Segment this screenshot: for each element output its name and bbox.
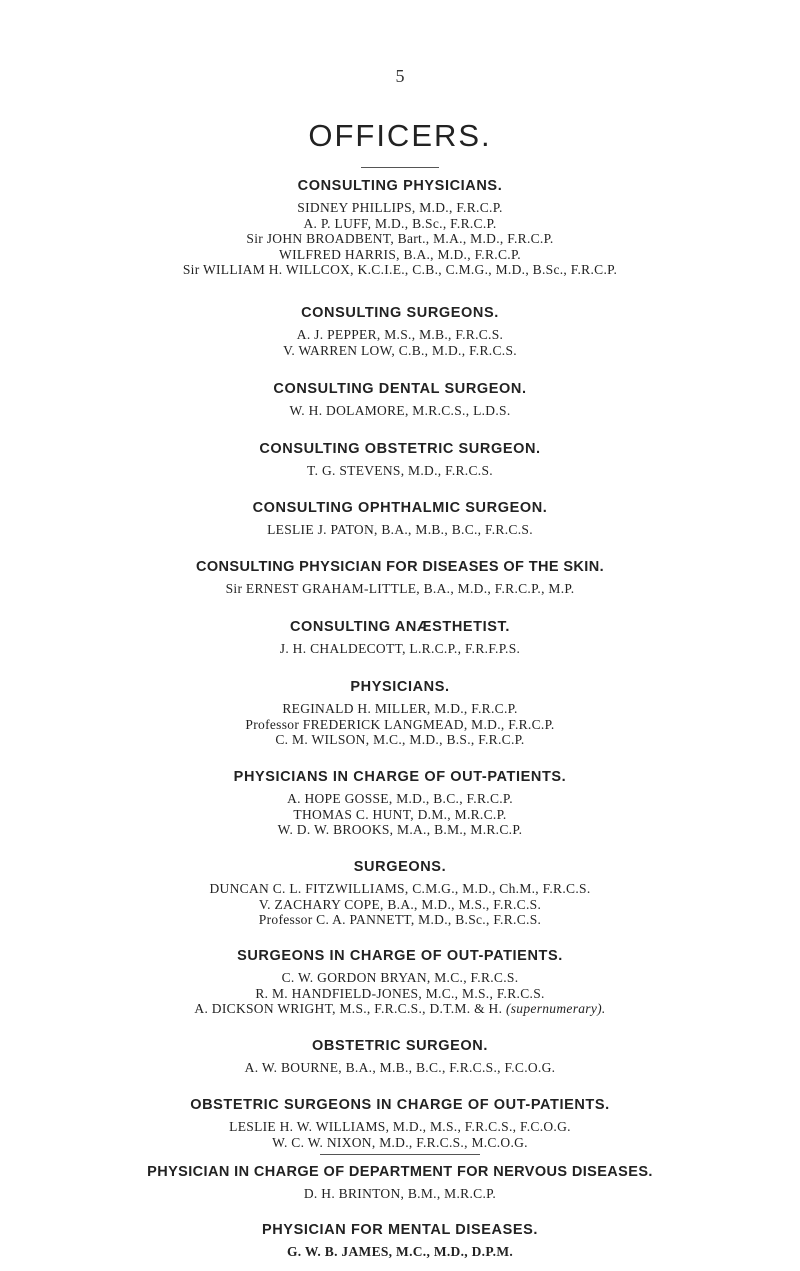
officer-name: A. W. BOURNE, B.A., M.B., B.C., F.R.C.S., F.C.O.G. (244, 1060, 556, 1075)
section-consulting-anaesthetist (0, 618, 800, 657)
section-heading: CONSULTING ANÆSTHETIST. (289, 619, 511, 635)
section-heading: CONSULTING PHYSICIANS. (297, 178, 503, 194)
officer-name-text: A. DICKSON WRIGHT, M.S., F.R.C.S., D.T.M. & H. (194, 1001, 503, 1016)
section-heading: OBSTETRIC SURGEONS IN CHARGE OF OUT-PATIENTS. (190, 1097, 610, 1113)
officer-name: THOMAS C. HUNT, D.M., M.R.C.P. (293, 806, 507, 822)
officer-name: Sir ERNEST GRAHAM-LITTLE, B.A., M.D., F.R.C.P., M.P. (225, 581, 575, 596)
officer-name: W. H. DOLAMORE, M.R.C.S., L.D.S. (289, 403, 511, 418)
section-consulting-obstetric-surgeon (0, 440, 800, 479)
officer-name: Professor FREDERICK LANGMEAD, M.D., F.R.C.P. (245, 716, 555, 732)
section-consulting-surgeons (0, 304, 800, 358)
officer-name (0, 1001, 800, 1017)
section-physicians-out-patients (0, 768, 800, 838)
section-heading: PHYSICIAN IN CHARGE OF DEPARTMENT FOR NERVOUS DISEASES. (147, 1164, 653, 1180)
officer-name: Professor C. A. PANNETT, M.D., B.Sc., F.R.C.S. (258, 912, 542, 927)
officer-name: V. WARREN LOW, C.B., M.D., F.R.C.S. (283, 342, 517, 358)
section-heading: CONSULTING OBSTETRIC SURGEON. (259, 441, 541, 457)
section-heading: SURGEONS. (353, 859, 447, 875)
officer-name: REGINALD H. MILLER, M.D., F.R.C.P. (282, 701, 518, 716)
page-title: OFFICERS. (308, 118, 492, 153)
section-heading: OBSTETRIC SURGEON. (312, 1038, 488, 1054)
officer-name: W. D. W. BROOKS, M.A., B.M., M.R.C.P. (277, 822, 523, 837)
officer-name: A. HOPE GOSSE, M.D., B.C., F.R.C.P. (287, 791, 513, 806)
officer-name: J. H. CHALDECOTT, L.R.C.P., F.R.F.P.S. (279, 641, 521, 656)
section-heading: CONSULTING OPHTHALMIC SURGEON. (252, 500, 548, 516)
section-surgeons-out-patients (0, 947, 800, 1017)
officer-name: G. W. B. JAMES, M.C., M.D., D.P.M. (286, 1244, 514, 1259)
section-consulting-dental-surgeon (0, 380, 800, 419)
section-mental-diseases (0, 1221, 800, 1260)
officer-name: Sir WILLIAM H. WILLCOX, K.C.I.E., C.B., C.M.G., M.D., B.Sc., F.R.C.P. (182, 262, 618, 277)
section-obstetric-surgeon (0, 1037, 800, 1076)
section-rule (320, 1154, 480, 1155)
page-number: 5 (395, 66, 405, 86)
section-consulting-physicians (0, 177, 800, 278)
officer-name: W. C. W. NIXON, M.D., F.R.C.S., M.C.O.G. (272, 1134, 528, 1150)
section-heading: SURGEONS IN CHARGE OF OUT-PATIENTS. (237, 948, 563, 964)
title-rule (361, 167, 439, 168)
section-heading: PHYSICIANS IN CHARGE OF OUT-PATIENTS. (233, 769, 567, 785)
section-consulting-ophthalmic-surgeon (0, 499, 800, 538)
section-heading: CONSULTING DENTAL SURGEON. (273, 381, 527, 397)
section-heading: PHYSICIAN FOR MENTAL DISEASES. (261, 1222, 539, 1238)
section-physicians (0, 678, 800, 748)
officer-name: C. W. GORDON BRYAN, M.C., F.R.C.S. (281, 970, 519, 985)
officer-name: DUNCAN C. L. FITZWILLIAMS, C.M.G., M.D., Ch.M., F.R.C.S. (209, 881, 591, 896)
officer-note: (supernumerary). (505, 1001, 606, 1016)
officer-name: R. M. HANDFIELD-JONES, M.C., M.S., F.R.C.S. (255, 985, 545, 1001)
officer-name: LESLIE H. W. WILLIAMS, M.D., M.S., F.R.C.S., F.C.O.G. (229, 1119, 571, 1134)
officer-name: T. G. STEVENS, M.D., F.R.C.S. (307, 463, 493, 478)
section-heading: PHYSICIANS. (350, 679, 450, 695)
section-consulting-skin-physician (0, 558, 800, 597)
officer-name: V. ZACHARY COPE, B.A., M.D., M.S., F.R.C.S. (258, 896, 542, 912)
officer-name: SIDNEY PHILLIPS, M.D., F.R.C.P. (297, 200, 503, 215)
section-heading: CONSULTING PHYSICIAN FOR DISEASES OF THE SKIN. (195, 559, 605, 575)
section-heading: CONSULTING SURGEONS. (301, 305, 499, 321)
section-surgeons (0, 858, 800, 928)
officer-name: D. H. BRINTON, B.M., M.R.C.P. (303, 1186, 497, 1201)
officer-name: C. M. WILSON, M.C., M.D., B.S., F.R.C.P. (275, 732, 525, 747)
officer-name: Sir JOHN BROADBENT, Bart., M.A., M.D., F.R.C.P. (246, 231, 554, 246)
officer-name: WILFRED HARRIS, B.A., M.D., F.R.C.P. (279, 246, 521, 262)
officer-name: A. P. LUFF, M.D., B.Sc., F.R.C.P. (303, 215, 497, 231)
officer-name: LESLIE J. PATON, B.A., M.B., B.C., F.R.C.S. (267, 522, 533, 537)
section-obstetric-surgeons-out-patients (0, 1096, 800, 1150)
section-nervous-diseases (0, 1163, 800, 1202)
officer-name: A. J. PEPPER, M.S., M.B., F.R.C.S. (296, 327, 504, 342)
